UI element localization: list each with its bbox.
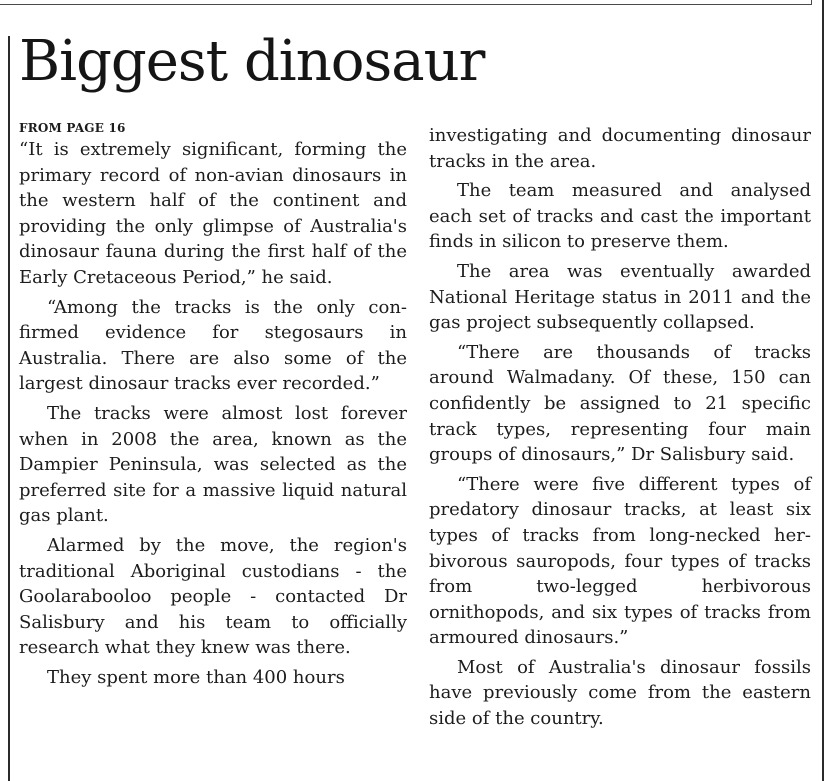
paragraph: “There were five different types of predatory dinosaur tracks, at least six types of tracks from long-necked herbivorous sauropods, four types of tracks from two-legged herbivorous ornithopods, and six types of tracks from armoured dinosaurs.” xyxy=(429,473,811,649)
right-column xyxy=(429,123,811,736)
paragraph: “Among the tracks is the only confirmed evidence for stegosaurs in Australia. There are also some of the largest dinosaur tracks ever recorded.” xyxy=(19,296,407,395)
right-frame-rule xyxy=(822,0,824,781)
paragraph: The tracks were almost lost forever when in 2008 the area, known as the Dampier Peninsula, was selected as the preferred site for a massive liquid natural gas plant. xyxy=(19,402,407,527)
paragraph: Alarmed by the move, the region's traditional Aboriginal custodians - the Goolarabooloo people - contacted Dr Salisbury and his team to officially research what they knew was there. xyxy=(19,534,407,659)
top-frame-rule xyxy=(0,0,812,5)
continued-from-label: FROM PAGE 16 xyxy=(19,121,126,135)
paragraph: The team measured and analysed each set of tracks and cast the important finds in silicon to preserve them. xyxy=(429,180,811,253)
paragraph: They spent more than 400 hours xyxy=(47,666,345,688)
paragraph: “It is extremely significant, forming the primary record of non-avian dinosaurs in the western half of the continent and providing the only glimpse of Australia's dinosaur fauna during the first half of the Early Cretaceous Period,” he said. xyxy=(19,139,407,288)
paragraph: The area was eventually awarded National Heritage status in 2011 and the gas project subsequently collapsed. xyxy=(429,260,811,334)
left-column-rule xyxy=(8,36,10,781)
left-column xyxy=(19,119,407,694)
paragraph: “There are thousands of tracks around Walmadany. Of these, 150 can confidently be assigned to 21 specific track types, representing four main groups of dinosaurs,” Dr Salisbury said. xyxy=(429,341,811,466)
paragraph: Most of Australia's dinosaur fossils have previously come from the eastern side of the country. xyxy=(429,656,811,730)
paragraph: investigating and documenting dinosaur tracks in the area. xyxy=(429,125,811,172)
headline: Biggest dinosaur xyxy=(19,29,485,94)
